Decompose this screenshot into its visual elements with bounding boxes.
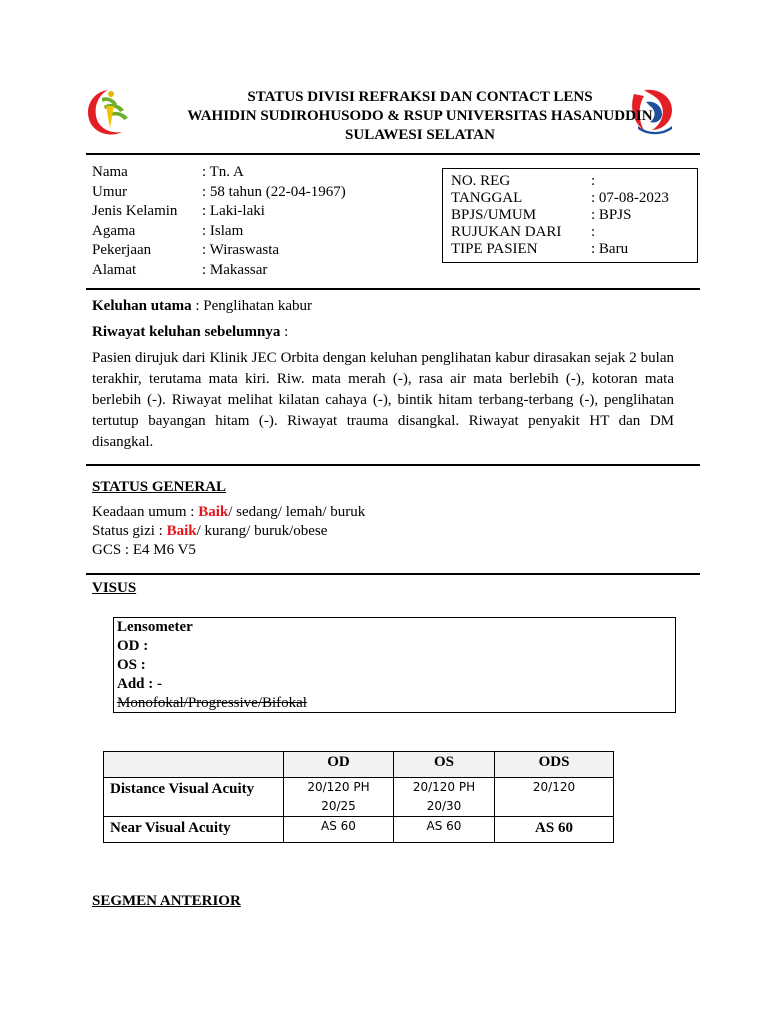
patient-label: Alamat [92,261,137,278]
nutrition-status-selected: Baik [166,523,197,539]
table-cell [394,778,495,817]
status-general-title: STATUS GENERAL [92,479,227,495]
nutrition-status-prefix: Status gizi : [92,523,167,539]
table-header-cell: ODS [495,752,614,778]
registration-value: : [591,224,596,240]
general-condition [92,503,365,522]
lensometer-box [113,617,676,713]
table-row [104,817,614,843]
registration-value: : BPJS [591,207,632,223]
lensometer-lens-type: Monofokal/Progressive/Bifokal [117,695,307,711]
gcs-score: GCS : E4 M6 V5 [92,542,196,558]
header-title-line2: WAHIDIN SUDIROHUSODO & RSUP UNIVERSITAS HASANUDDIN [187,108,653,124]
table-header-cell: OD [284,752,394,778]
complaint-history-text: Pasien dirujuk dari Klinik JEC Orbita dengan keluhan penglihatan kabur dirasakan sejak 2 bulan terakhir, terutama mata kiri. Riw. mata merah (-), rasa air mata berlebih (-), kotoran mata berlebih (-). Riwayat melihat kilatan cahaya (-), bintik hitam terbang-terbang (-), penglihatan tertutup bayangan hitam (-). Riwayat trauma disangkal. Riwayat penyakit HT dan DM disangkal. [92,350,674,450]
header-title-line1: STATUS DIVISI REFRAKSI DAN CONTACT LENS [247,89,593,105]
table-cell: 20/120 [495,778,614,817]
main-complaint [92,297,312,316]
general-condition-prefix: Keadaan umum : [92,504,199,520]
table-row-label: Distance Visual Acuity [104,778,284,817]
table-row [104,778,614,817]
patient-value: : Islam [202,222,244,239]
patient-label: Agama [92,222,136,239]
registration-label: TIPE PASIEN [451,241,538,257]
visual-acuity-table [103,751,614,843]
table-row-label: Near Visual Acuity [104,817,284,843]
table-cell: AS 60 [394,817,495,843]
table-cell [284,778,394,817]
patient-label: Jenis Kelamin [92,203,178,219]
lensometer-os: OS : [117,657,146,673]
table-cell-line: 20/25 [321,799,356,813]
patient-value: : Makassar [202,261,268,278]
patient-label: Nama [92,164,128,180]
patient-value: : Laki-laki [202,203,265,219]
header-divider [86,153,700,155]
lensometer-add: Add : - [117,676,163,692]
patient-value: : 58 tahun (22-04-1967) [202,183,346,200]
complaint-history-label: Riwayat keluhan sebelumnya [92,324,281,340]
nutrition-status-options: / kurang/ buruk/obese [196,523,328,539]
general-condition-options: / sedang/ lemah/ buruk [228,504,366,520]
table-cell-line: 20/120 PH [307,780,370,794]
visus-title: VISUS [92,580,137,596]
main-complaint-value: : Penglihatan kabur [191,298,312,314]
lensometer-title: Lensometer [117,619,193,635]
registration-label: BPJS/UMUM [451,207,537,223]
table-cell-line: 20/30 [426,799,462,813]
header-title-line3: SULAWESI SELATAN [345,127,495,143]
complaint-history-heading [92,323,288,342]
table-cell: AS 60 [284,817,394,843]
registration-label: NO. REG [451,173,511,189]
patient-label: Pekerjaan [92,242,152,258]
table-header-row [104,752,614,778]
general-divider [86,573,700,575]
registration-value: : [591,173,596,189]
main-complaint-label: Keluhan utama [92,298,192,314]
segmen-anterior-title: SEGMEN ANTERIOR [92,893,241,909]
table-cell: AS 60 [495,817,614,843]
registration-label: RUJUKAN DARI [451,224,562,240]
patient-divider [86,288,700,290]
registration-value: : 07-08-2023 [591,190,669,206]
table-header-cell [104,752,284,778]
registration-box [442,168,698,263]
hospital-logo-left [84,84,134,138]
registration-value: : Baru [591,241,629,257]
patient-label: Umur [92,183,127,200]
table-header-cell: OS [394,752,495,778]
patient-value: : Wiraswasta [202,242,280,258]
registration-label: TANGGAL [451,190,523,206]
patient-value: : Tn. A [202,164,244,180]
lensometer-od: OD : [117,638,149,654]
complaint-divider [86,464,700,466]
general-condition-selected: Baik [198,504,229,520]
table-cell-line: 20/120 PH [412,780,476,794]
complaint-history-colon: : [280,324,289,340]
nutrition-status [92,522,327,541]
